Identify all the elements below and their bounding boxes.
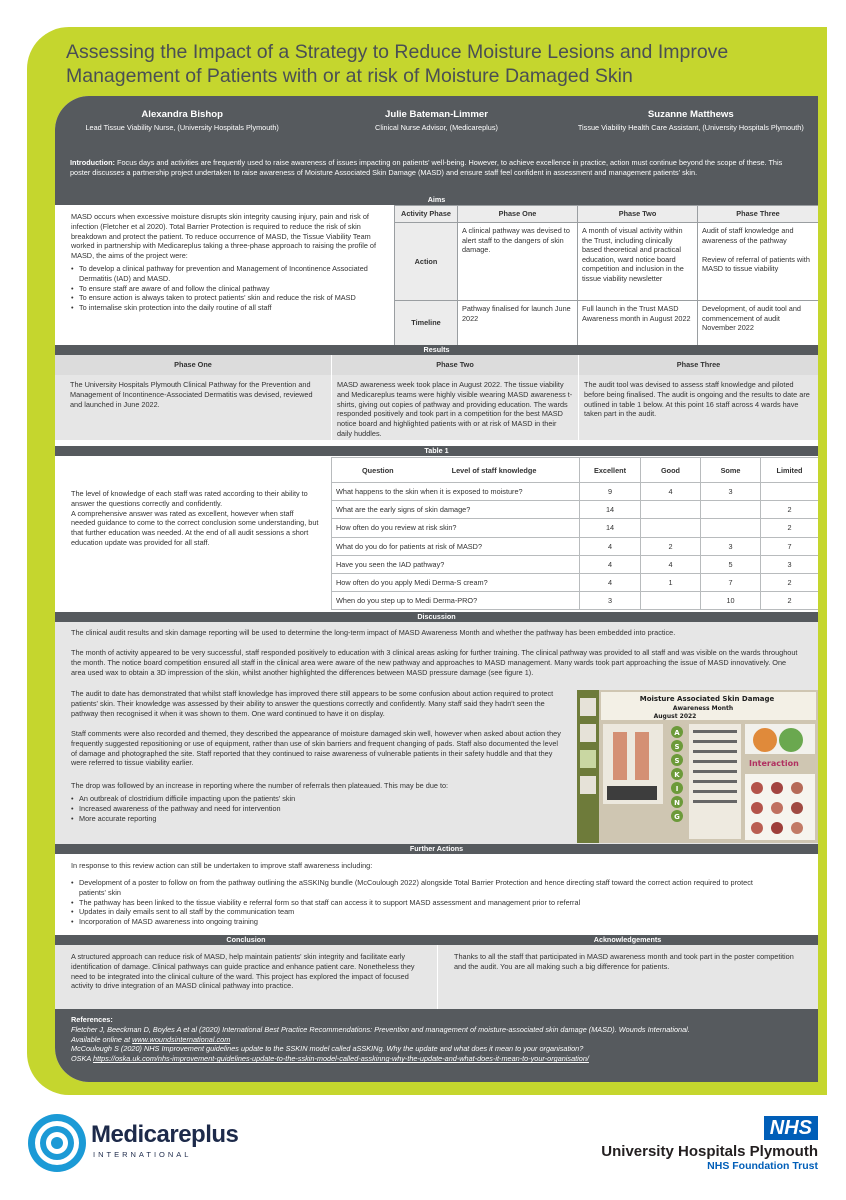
results-text-2: MASD awareness week took place in August 2022. The tissue viability and Medicareplus teams were highly visible wearing MASD awareness t-shirts, giving out copies of pathway and providing education. The wards responded positively and took part in a competition for the best MASD notice board and highlighted patients with or at risk of MASD in their daily huddles. [332, 375, 578, 440]
board-subtitle-2: August 2022 [653, 713, 697, 720]
nhs-logo: NHS University Hospitals Plymouth NHS Foundation Trust [601, 1117, 818, 1172]
reference-link[interactable]: https://oska.uk.com/nhs-improvement-guidelines-update-to-the-sskin-model-called-asskinng-why-the-update-and-what-does-it-mean-to-your-organisation/ [93, 1054, 589, 1064]
further-bullets: • Development of a poster to follow on from the pathway outlining the aSSKINg bundle (McCoulough 2022) alongside Total Barrier Protection and hence directing staff toward the correct action required to protect patients' skin • The pathway has been linked to the tissue viability e referral form so that staff can access it to support MASD assessment and management prior to referral • Updates in daily emails sent to all staff by the communication team • Incorporation of MASD awareness into ongoing training [71, 878, 771, 927]
discussion-heading: Discussion [55, 612, 818, 622]
conclusion-text: A structured approach can reduce risk of MASD, help maintain patients' skin integrity and facilitate early identification of damage. Clinical pathways can guide practice and enhance patient care. Nonetheless they need to be integrated into the clinical culture of the ward. This project has explored the impact of focused activity to drive integration of an MASD clinical pathway into practice. [55, 945, 437, 1009]
knowledge-table-header: Question Level of staff knowledge [332, 458, 580, 483]
aims-heading: Aims [55, 195, 818, 205]
reference-link[interactable]: www.woundsinternational.com [132, 1034, 231, 1044]
table-row: How often do you review at risk skin? 14 2 [332, 519, 819, 537]
table-row: What happens to the skin when it is exposed to moisture? 9 4 3 [332, 483, 819, 501]
board-letter: I [675, 785, 679, 793]
poster-title: Assessing the Impact of a Strategy to Reduce Moisture Lesions and Improve Management of Patients with or at risk of Moisture Damaged Skin [66, 41, 729, 87]
board-letter: K [674, 771, 680, 779]
notice-board-photo [577, 690, 818, 843]
board-letter: S [674, 743, 680, 751]
notice-board-illustration [577, 690, 818, 843]
conclusion-heading: Conclusion [55, 935, 437, 945]
board-title: Moisture Associated Skin Damage [639, 695, 775, 703]
results-text-1: The University Hospitals Plymouth Clinical Pathway for the Prevention and Management of Incontinence-Associated Dermatitis was devised, reviewed and launched in June 2022. [55, 375, 331, 440]
table-row: When do you step up to Medi Derma-PRO? 3 10 2 [332, 592, 819, 610]
author-1: Alexandra Bishop Lead Tissue Viability Nurse, (University Hospitals Plymouth) [85, 109, 279, 132]
phases-table: Activity Phase Phase One Phase Two Phase Three Action A clinical pathway was devised to alert staff to the dangers of skin damage. A month of visual activity within the Trust, including clinically based theoretical and practical education, ward notice board competition and inclusion in the tissue viability newsletter Audit of staff knowledge and awareness of the pathway Review of referral of patients with MASD to tissue viability Timeline Pathway finalised for launch June 2022 Full launch in the Trust MASD Awareness month in August 2022 Development, of audit tool and commencement of audit November 2022 [394, 205, 818, 346]
results-heading: Results [55, 345, 818, 355]
aims-text: MASD occurs when excessive moisture disrupts skin integrity causing injury, pain and risk of infection (Fletcher et al 2020). Total Barrier Protection is required to reduce the risk of skin breakdown and protect the patient. To reduce occurrence of MASD, the Tissue Viability Team worked in partnership with Medicareplus taking a three-phase approach to raising the profile of MASD, the aims of the project were: • To develop a clinical pathway for prevention and Management of Incontinence Associated Dermatitis (IAD) and MASD. • To ensure staff are aware of and follow the clinical pathway • To ensure action is always taken to protect patients' skin and reduce the risk of MASD • To internalise skin protection into the daily routine of all staff [71, 212, 377, 313]
results-phase-three: Phase Three [579, 355, 818, 375]
medicareplus-emblem-icon [27, 1113, 87, 1173]
nhs-badge: NHS [764, 1116, 818, 1140]
further-section: In response to this review action can still be undertaken to improve staff awareness including: • Development of a poster to follow on from the pathway outlining the aSSKINg bundle (McCoulough 2022) alongside Total Barrier Protection and hence directing staff toward the correct action required to protect patients' skin • The pathway has been linked to the tissue viability e referral form so that staff can access it to support MASD assessment and management prior to referral • Updates in daily emails sent to all staff by the communication team • Incorporation of MASD awareness into ongoing training [55, 854, 818, 932]
discussion-section: The clinical audit results and skin damage reporting will be used to determine the long-term impact of MASD Awareness Month and whether the pathway has been embedded into practice. The month of activity appeared to be very successful, staff responded positively to education with 3 clinical areas asking for further training. The clinical pathway was provided to all staff and was visible on the wards throughout the month. The notice board competition ensured all staff in the clinical area were aware of the new pathway and approaches to MASD management. Many wards took part approaching the issue of MASD innovatively. One area used wax to obtain a 3D impression of the skin, whilst another highlighted the differences between MASD pressure damage (see figure 1). The audit to date has demonstrated that whilst staff knowledge has improved there still appears to be some confusion about action required to protect patients' skin. Their knowledge was assessed by their ability to answer the questions correctly and confidently. Many staff said they hadn't seen the pathway then recognised it when it was shown to them. One ward continued to have it on display. Staff comments were also recorded and themed, they described the appearance of moisture damaged skin well, however when asked about action they frequently suggested repositioning or use of equipment, rather than use of skin barriers and frequent changing of pads. Staff also documented the level of damage and photographed the site. Staff reported that they continued to raise awareness of vulnerable patients in their safety huddle and that they were referred to tissue viability earlier. The drop was followed by an increase in reporting where the number of referrals then plateaued. This may be due to: • An outbreak of clostridium difficile impacting upon the patients' skin • Increased awareness of the pathway and need for intervention • More accurate reporting [55, 622, 818, 844]
results-text-3: The audit tool was devised to assess staff knowledge and piloted before being finalised. The audit is ongoing and the results to date are outlined in table 1 below. At this point 16 staff across 4 wards have taken part in the audit. [579, 375, 818, 440]
table-row: What do you do for patients at risk of MASD? 4 2 3 7 [332, 537, 819, 555]
acknowledgements-text: Thanks to all the staff that participated in MASD awareness month and took part in the poster competition and the audit. You are all making such a big difference for patients. [437, 945, 818, 1009]
board-letter: A [674, 729, 680, 737]
acknowledgements-heading: Acknowledgements [437, 935, 818, 945]
aims-bullet: • To develop a clinical pathway for prevention and Management of Incontinence Associated Dermatitis (IAD) and MASD. [71, 264, 377, 284]
author-3: Suzanne Matthews Tissue Viability Health Care Assistant, (University Hospitals Plymouth) [577, 109, 804, 132]
table1-heading: Table 1 [55, 446, 818, 456]
references-section: References: Fletcher J, Beeckman D, Boyles A et al (2020) International Best Practice Recommendations: Prevention and management of moisture-associated skin damage (MASD). Wounds International. Available online at www.woundsinternational.com McCoulough S (2020) NHS Improvement guidelines update to the SSKIN model called aSSKINg. Why the update and what does it mean to your organisation? OSKA https://oska.uk.com/nhs-improvement-guidelines-update-to-the-sskin-model-called-asskinng-why-the-update-and-what-does-it-mean-to-your-organisation/ [55, 1009, 818, 1082]
aims-bullet: • To ensure staff are aware of and follow the clinical pathway [71, 284, 377, 294]
knowledge-table: Question Level of staff knowledge Excellent Good Some Limited What happens to the skin when it is exposed to moisture? 9 4 3 What are the early signs of skin damage? 14 2 How often do you review at risk skin? 14 2 What do you do for patients at risk of MASD? 4 2 3 7 Have you seen the IAD pathway? 4 4 5 3 How often do you apply Medi Derma-S cream? 4 1 7 2 When do you step up to Medi Derma-PRO? 3 10 2 [331, 457, 818, 610]
results-phase-two: Phase Two [332, 355, 578, 375]
table1-explanation: The level of knowledge of each staff was rated according to their ability to answer the questions correctly and confidently. A comprehensive answer was rated as excellent, however when staff needed guidance to come to the correct conclusion some understanding, but that further education was needed. At the end of all audit sessions a short education update was provided for all staff. [71, 489, 319, 547]
results-phase-one: Phase One [55, 355, 331, 375]
board-letter: G [674, 813, 680, 821]
introduction: Introduction: Focus days and activities are frequently used to raise awareness of issues impacting on patients' well-being. However, to achieve excellence in practice, action must continue beyond the scope of these. This poster discusses a partnership project undertaken to raise awareness of Moisture Associated Skin Damage (MASD) and ensure staff feel confident in assessment and management patients' skin. [55, 146, 818, 195]
board-letter: S [674, 757, 680, 765]
aims-bullet: • To internalise skin protection into the daily routine of all staff [71, 303, 377, 313]
aims-bullet: • To ensure action is always taken to protect patients' skin and reduce the risk of MASD [71, 293, 377, 303]
author-2: Julie Bateman-Limmer Clinical Nurse Advisor, (Medicareplus) [375, 109, 498, 132]
board-letter: N [674, 799, 680, 807]
board-subtitle-1: Awareness Month [672, 705, 734, 712]
discussion-bullets: • An outbreak of clostridium difficile impacting upon the patients' skin • Increased awareness of the pathway and need for intervention • More accurate reporting [71, 794, 561, 823]
table-row: Have you seen the IAD pathway? 4 4 5 3 [332, 555, 819, 573]
table-row: What are the early signs of skin damage? 14 2 [332, 501, 819, 519]
further-heading: Further Actions [55, 844, 818, 854]
medicareplus-logo: Medicareplus INTERNATIONAL [27, 1113, 287, 1173]
board-interaction: Interaction [749, 759, 799, 768]
table-row: How often do you apply Medi Derma-S cream? 4 1 7 2 [332, 573, 819, 591]
poster-panel [55, 96, 818, 1082]
authors-bar [55, 96, 818, 146]
